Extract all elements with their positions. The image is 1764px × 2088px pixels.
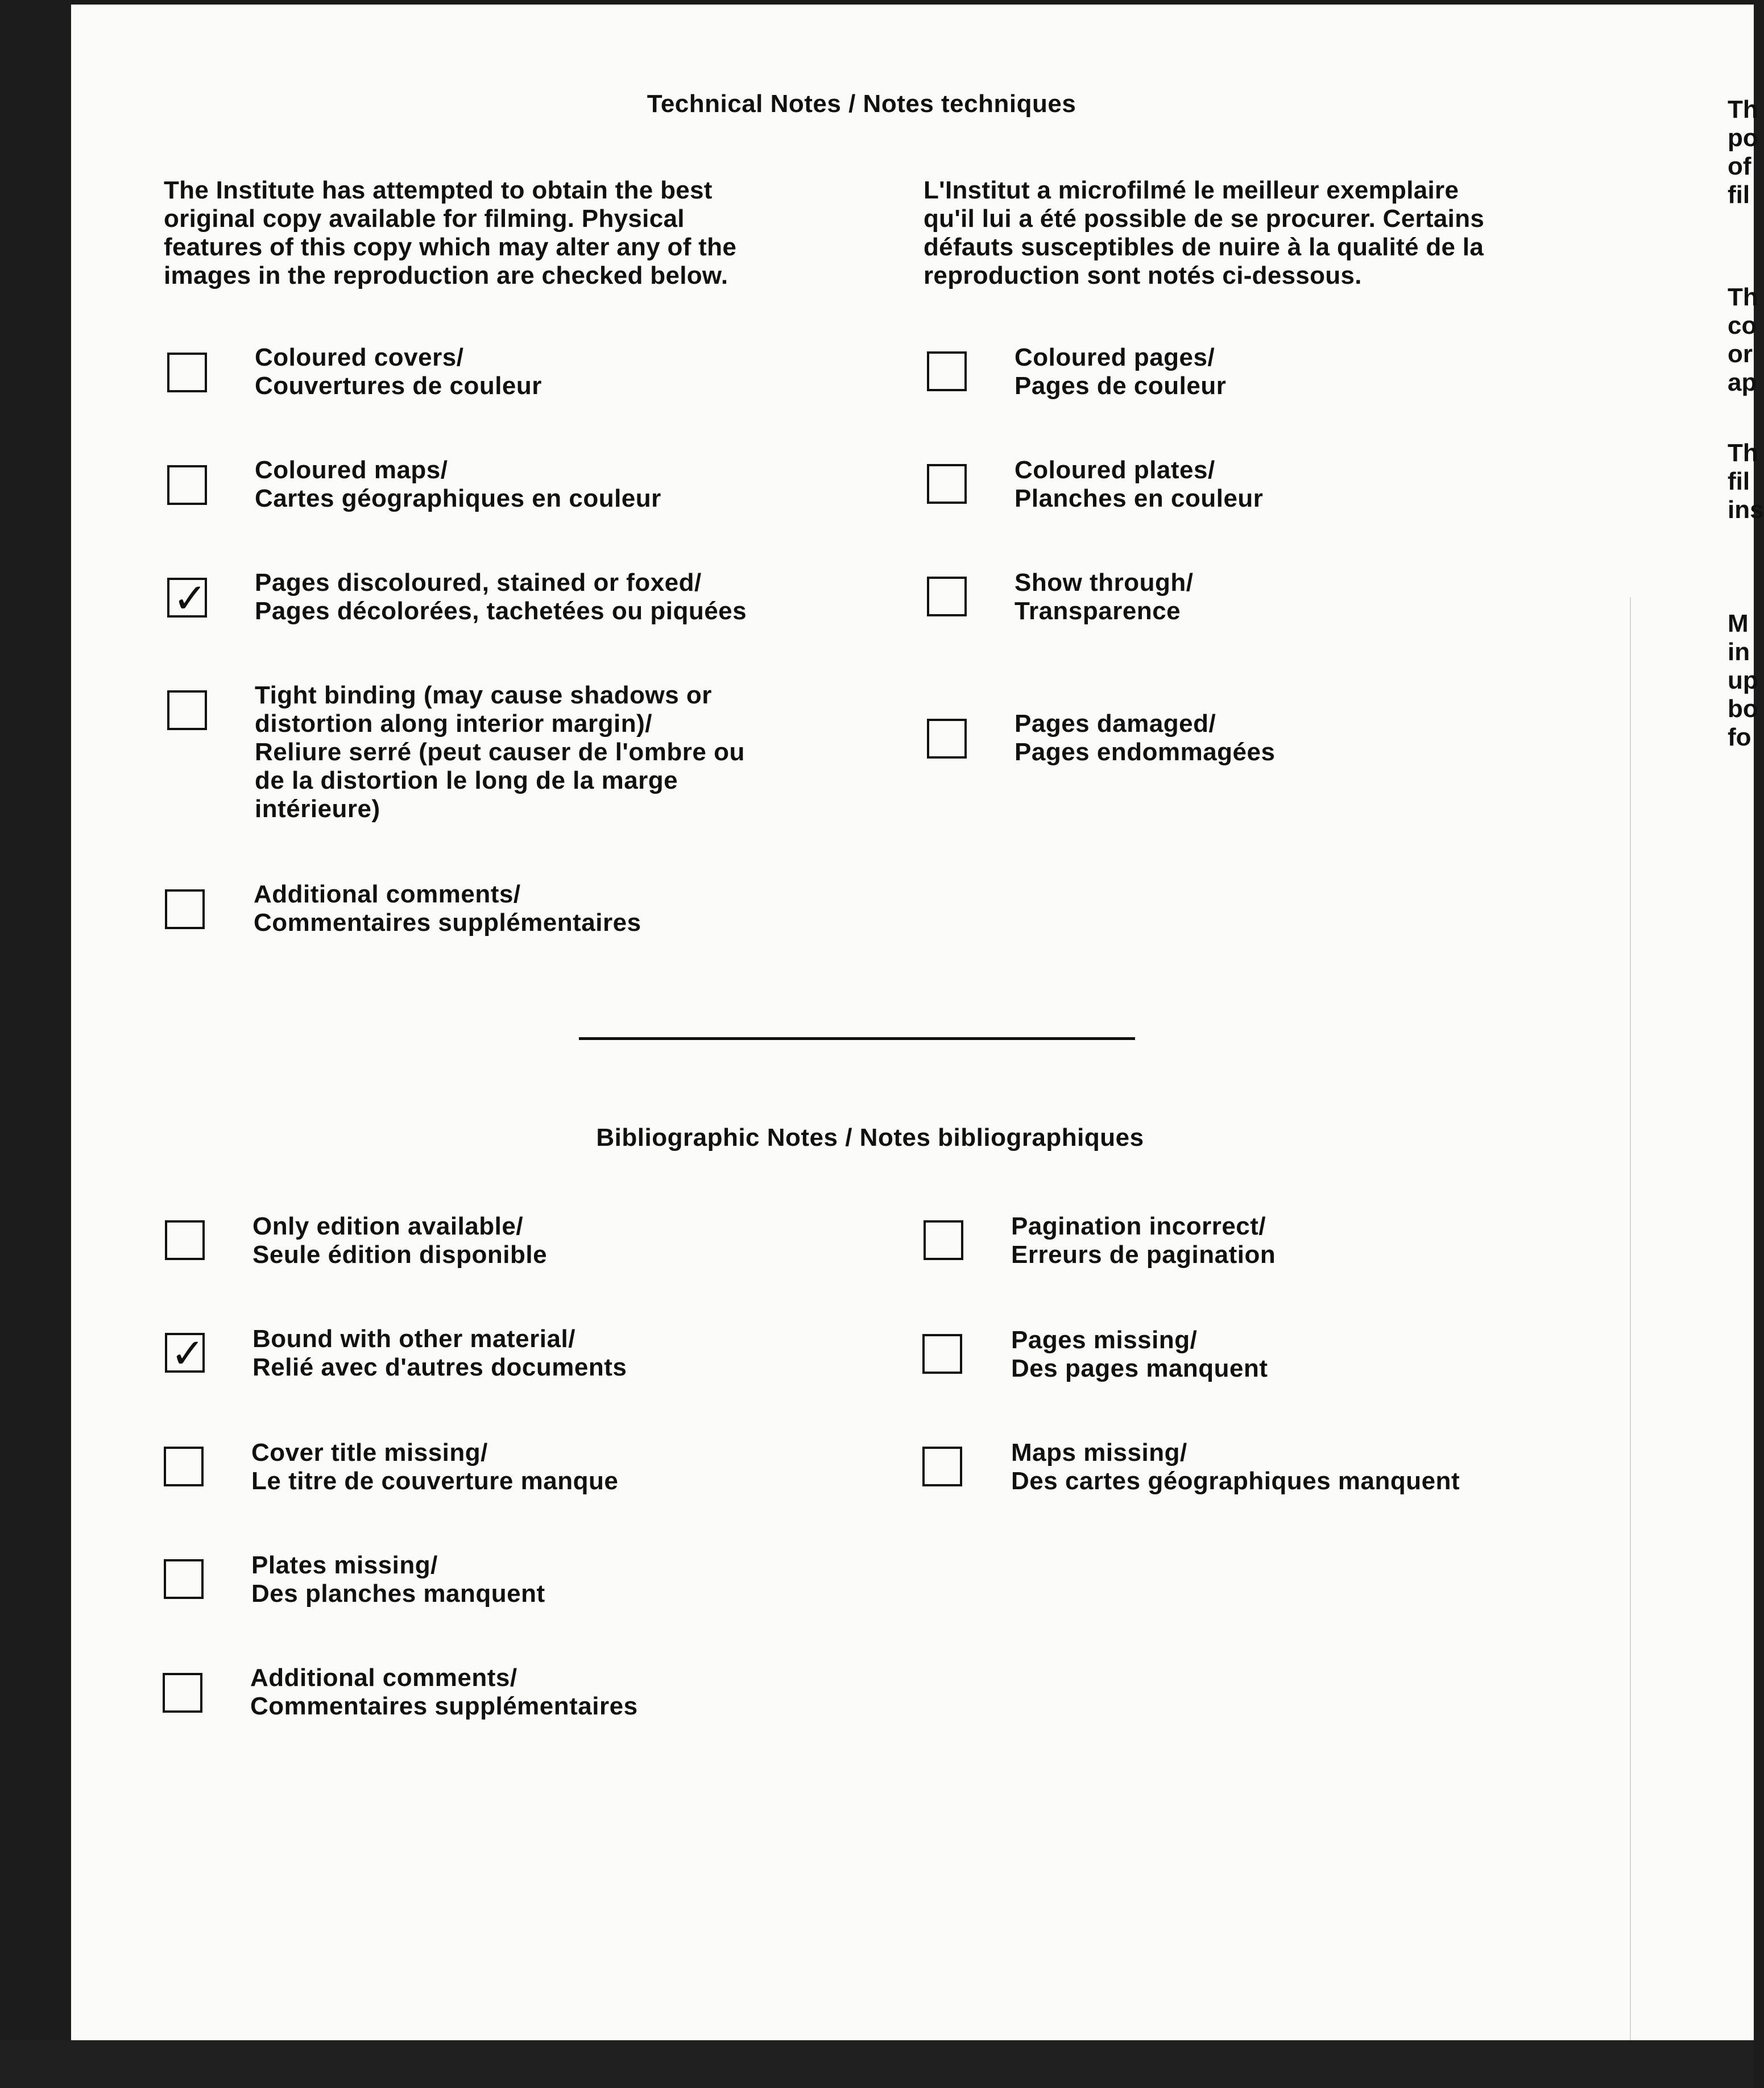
intro-fr-line: défauts susceptibles de nuire à la qualité de la [924,233,1484,261]
label-line: Reliure serré (peut causer de l'ombre ou [255,738,745,766]
label-line: Transparence [1014,597,1181,625]
edge-line: po [1728,124,1758,152]
edge-line: fo [1728,723,1751,751]
tight-binding-label [255,681,745,823]
bibliographic-additional-comments-checkbox[interactable] [163,1673,202,1713]
label-line: Pagination incorrect/ [1011,1212,1266,1240]
intro-en-line: images in the reproduction are checked below. [164,262,728,289]
label-line: Cartes géographiques en couleur [255,484,661,512]
edge-line: fil [1728,467,1750,495]
coloured-plates-checkbox[interactable] [927,464,967,504]
edge-fragment-3 [1728,439,1764,524]
technical-intro-english [164,176,736,290]
label-line: distortion along interior margin)/ [255,710,652,738]
label-line: Coloured covers/ [255,343,464,371]
label-line: Seule édition disponible [252,1241,548,1269]
section-divider [579,1037,1135,1040]
edge-fragment-1 [1728,96,1758,209]
check-mark-icon: ✓ [173,574,208,622]
only-edition-checkbox[interactable] [165,1220,205,1260]
pagination-incorrect-checkbox[interactable] [924,1220,963,1260]
label-line: intérieure) [255,795,380,823]
label-line: Pages missing/ [1011,1326,1198,1354]
label-line: Le titre de couverture manque [251,1467,619,1495]
edge-line: ins [1728,496,1764,524]
document-page [71,0,1754,2040]
label-line: Relié avec d'autres documents [252,1353,627,1381]
only-edition-label [252,1212,547,1269]
label-line: Coloured plates/ [1014,456,1215,484]
coloured-covers-label [255,343,542,400]
label-line: Bound with other material/ [252,1325,575,1353]
edge-line: in [1728,638,1750,666]
edge-line: ap [1728,368,1757,396]
technical-intro-french [924,176,1484,290]
label-line: Additional comments/ [254,880,521,908]
maps-missing-label [1011,1439,1460,1495]
label-line: Commentaires supplémentaires [250,1692,638,1720]
bibliographic-additional-comments-label [250,1664,638,1721]
pagination-incorrect-label [1011,1212,1276,1269]
intro-en-line: original copy available for filming. Physical [164,205,685,233]
edge-line: up [1728,666,1758,694]
coloured-covers-checkbox[interactable] [167,353,207,392]
label-line: Pages discoloured, stained or foxed/ [255,569,702,596]
coloured-maps-label [255,456,661,513]
label-line: Show through/ [1014,569,1194,596]
bound-with-label [252,1325,627,1382]
cover-title-missing-label [251,1439,618,1495]
label-line: Tight binding (may cause shadows or [255,681,712,709]
edge-line: of [1728,152,1751,180]
intro-fr-line: qu'il lui a été possible de se procurer. Certains [924,205,1485,233]
pages-missing-checkbox[interactable] [922,1334,962,1374]
technical-notes-heading: Technical Notes / Notes techniques [647,90,1076,118]
edge-line: co [1728,312,1757,339]
coloured-pages-label [1014,343,1226,400]
coloured-plates-label [1014,456,1263,513]
label-line: Only edition available/ [252,1212,524,1240]
edge-line: or [1728,340,1753,368]
cover-title-missing-checkbox[interactable] [164,1447,204,1486]
edge-line: fil [1728,181,1750,209]
maps-missing-checkbox[interactable] [922,1447,962,1486]
intro-en-line: The Institute has attempted to obtain the best [164,176,713,204]
intro-en-line: features of this copy which may alter any of the [164,233,737,261]
label-line: Coloured maps/ [255,456,448,484]
label-line: Erreurs de pagination [1011,1241,1276,1269]
bibliographic-notes-heading: Bibliographic Notes / Notes bibliographiques [596,1124,1144,1151]
intro-fr-line: L'Institut a microfilmé le meilleur exemplaire [924,176,1459,204]
edge-fragment-4 [1728,610,1758,752]
pages-discoloured-checkbox[interactable] [167,574,208,622]
edge-line: Th [1728,439,1758,467]
intro-fr-line: reproduction sont notés ci-dessous. [924,262,1362,289]
pages-damaged-label [1014,710,1275,767]
label-line: Couvertures de couleur [255,372,542,400]
scan-bottom-border [0,2040,1754,2088]
label-line: de la distortion le long de la marge [255,767,678,794]
pages-damaged-checkbox[interactable] [927,719,967,759]
show-through-checkbox[interactable] [927,577,967,616]
label-line: Cover title missing/ [251,1439,488,1466]
technical-additional-comments-checkbox[interactable] [165,889,205,929]
show-through-label [1014,569,1193,625]
plates-missing-label [251,1551,545,1608]
edge-line: M [1728,610,1749,637]
label-line: Pages de couleur [1014,372,1227,400]
technical-additional-comments-label [254,880,641,937]
pages-discoloured-label [255,569,747,625]
edge-line: Th [1728,283,1758,311]
tight-binding-checkbox[interactable] [167,690,207,730]
label-line: Plates missing/ [251,1551,438,1579]
edge-line: bo [1728,695,1758,723]
label-line: Des pages manquent [1011,1354,1268,1382]
page-fold-line [1630,597,1631,2040]
label-line: Commentaires supplémentaires [254,909,641,937]
label-line: Pages endommagées [1014,738,1276,766]
label-line: Planches en couleur [1014,484,1264,512]
label-line: Pages décolorées, tachetées ou piquées [255,597,747,625]
coloured-pages-checkbox[interactable] [927,351,967,391]
label-line: Des planches manquent [251,1580,545,1608]
label-line: Pages damaged/ [1014,710,1216,738]
check-mark-icon: ✓ [171,1329,205,1377]
coloured-maps-checkbox[interactable] [167,465,207,505]
pages-missing-label [1011,1326,1268,1383]
label-line: Coloured pages/ [1014,343,1215,371]
edge-fragment-2 [1728,283,1758,397]
edge-line: Th [1728,96,1758,123]
bound-with-checkbox[interactable] [165,1329,205,1377]
plates-missing-checkbox[interactable] [164,1559,204,1599]
label-line: Maps missing/ [1011,1439,1187,1466]
label-line: Additional comments/ [250,1664,517,1692]
label-line: Des cartes géographiques manquent [1011,1467,1460,1495]
